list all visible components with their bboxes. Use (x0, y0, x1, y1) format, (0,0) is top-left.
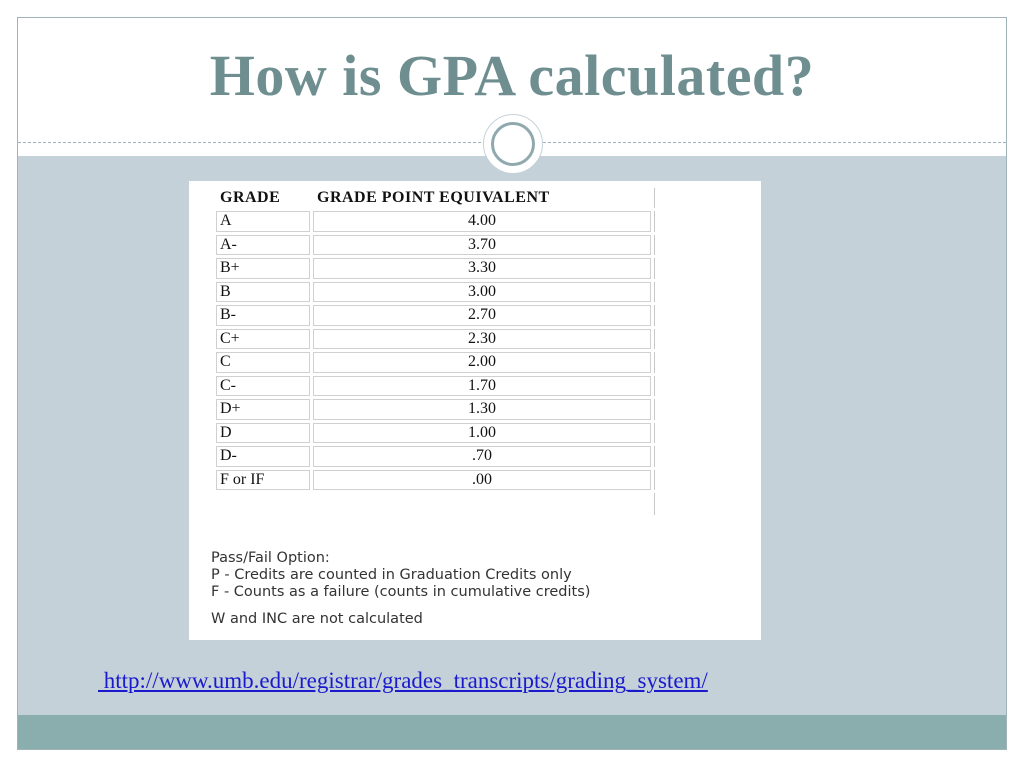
grade-point-cell: 1.30 (313, 399, 651, 420)
blank-row (216, 493, 663, 515)
table-row (216, 376, 663, 397)
grade-point-cell: 1.00 (313, 423, 651, 444)
notes-line-p: P - Credits are counted in Graduation Credits only (211, 567, 572, 583)
grade-rows (216, 211, 663, 515)
extra-cell (654, 446, 663, 467)
table-row (216, 305, 663, 326)
notes-line-w: W and INC are not calculated (211, 611, 423, 627)
grade-cell: C+ (216, 329, 310, 350)
notes-heading: Pass/Fail Option: (211, 550, 330, 566)
header-grade-point-equivalent: GRADE POINT EQUIVALENT (317, 189, 550, 206)
grade-point-cell: .00 (313, 470, 651, 491)
grade-cell: A (216, 211, 310, 232)
extra-cell (654, 305, 663, 326)
table-row (216, 352, 663, 373)
slide-title: How is GPA calculated? (209, 43, 815, 108)
extra-cell (654, 282, 663, 303)
grade-point-cell: 1.70 (313, 376, 651, 397)
circle-ornament-icon (483, 114, 543, 174)
blank-cell (216, 493, 310, 515)
grade-point-cell: 3.00 (313, 282, 651, 303)
table-row (216, 423, 663, 444)
grade-cell: D+ (216, 399, 310, 420)
table-row (216, 282, 663, 303)
grade-table-image (189, 181, 761, 640)
grade-point-cell: 4.00 (313, 211, 651, 232)
table-row (216, 446, 663, 467)
extra-cell (654, 258, 663, 279)
grade-cell: C- (216, 376, 310, 397)
grade-cell: D (216, 423, 310, 444)
circle-ornament-ring (491, 122, 535, 166)
extra-cell (654, 376, 663, 397)
extra-cell (654, 470, 663, 491)
grade-cell: B+ (216, 258, 310, 279)
grade-point-cell: 3.30 (313, 258, 651, 279)
extra-cell (654, 399, 663, 420)
notes-gap (211, 601, 590, 611)
slide (17, 17, 1007, 750)
grade-cell: C (216, 352, 310, 373)
extra-cell (654, 329, 663, 350)
extra-cell (654, 235, 663, 256)
grade-cell: B- (216, 305, 310, 326)
notes-line-f: F - Counts as a failure (counts in cumulative credits) (211, 584, 591, 600)
table-row (216, 470, 663, 491)
grade-cell: B (216, 282, 310, 303)
grade-point-cell: 2.30 (313, 329, 651, 350)
blank-cell (654, 493, 663, 515)
table-row (216, 211, 663, 232)
pass-fail-notes (211, 550, 590, 628)
table-header-row (216, 188, 663, 208)
table-row (216, 399, 663, 420)
table-row (216, 329, 663, 350)
grade-point-cell: .70 (313, 446, 651, 467)
grade-table (213, 185, 666, 518)
header-extra-column (654, 188, 663, 208)
grade-point-cell: 2.70 (313, 305, 651, 326)
extra-cell (654, 211, 663, 232)
extra-cell (654, 352, 663, 373)
grade-cell: A- (216, 235, 310, 256)
blank-cell (313, 493, 651, 515)
registrar-link[interactable]: http://www.umb.edu/registrar/grades_transcripts/grading_system/ (98, 668, 708, 693)
grade-point-cell: 2.00 (313, 352, 651, 373)
footer-bar (18, 715, 1006, 750)
table-row (216, 258, 663, 279)
header-grade: GRADE (220, 189, 281, 206)
grade-point-cell: 3.70 (313, 235, 651, 256)
grade-cell: D- (216, 446, 310, 467)
grade-cell: F or IF (216, 470, 310, 491)
extra-cell (654, 423, 663, 444)
table-row (216, 235, 663, 256)
